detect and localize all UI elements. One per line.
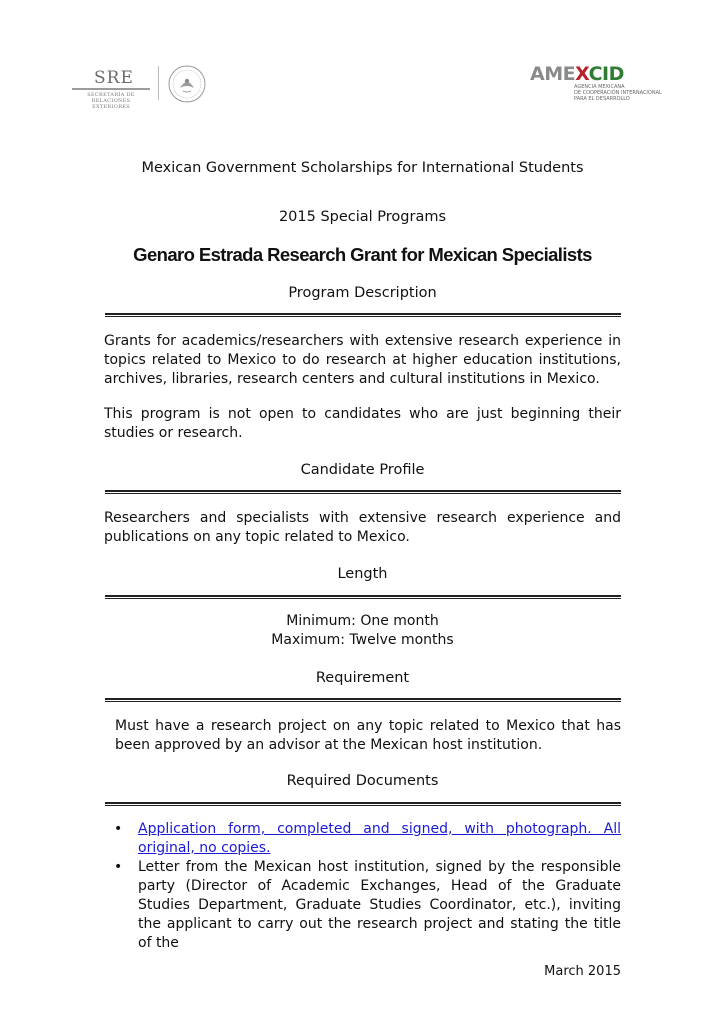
list-item xyxy=(114,858,621,953)
footer-date: March 2015 xyxy=(544,964,621,979)
amexcid-logo-subtitle xyxy=(574,84,662,102)
section-divider xyxy=(105,802,621,806)
section-divider xyxy=(105,595,621,599)
sre-logo-subtitle xyxy=(72,92,150,110)
bullet-icon: • xyxy=(114,821,123,837)
description-note-paragraph: This program is not open to candidates who are just beginning their studies or research. xyxy=(104,406,621,441)
program-title: Genaro Estrada Research Grant for Mexican Specialists xyxy=(133,244,592,265)
sre-logo-rule xyxy=(72,88,150,90)
requirement-paragraph: Must have a research project on any topic related to Mexico that has been approved by an advisor at the Mexican host institution. xyxy=(115,718,621,753)
section-heading-length: Length xyxy=(337,566,388,582)
amexcid-logo-part3: CID xyxy=(588,63,624,85)
amexcid-subtitle-line2: DE COOPERACIÓN INTERNACIONAL xyxy=(574,90,662,96)
sre-logo-subtitle-line1: SECRETARÍA DE xyxy=(87,92,135,98)
amexcid-logo-word xyxy=(530,63,624,85)
documents-list xyxy=(114,820,621,953)
profile-paragraph: Researchers and specialists with extensive research experience and publications on any topic related to Mexico. xyxy=(104,510,621,545)
section-heading-description: Program Description xyxy=(288,285,437,301)
sre-logo-subtitle-line2: RELACIONES EXTERIORES xyxy=(91,98,131,110)
document-subtitle-year: 2015 Special Programs xyxy=(278,209,447,225)
document-title: Mexican Government Scholarships for International Students xyxy=(141,160,584,176)
list-item-text: Letter from the Mexican host institution, signed by the responsible party (Director of Academic Exchanges, Head of the Graduate Studies Department, Graduate Studies Coordinator, etc.), inviting the applicant to carry out the research project and stating the title of the xyxy=(138,859,621,951)
description-paragraph: Grants for academics/researchers with extensive research experience in topics related to Mexico to do research at higher education institutions, archives, libraries, research centers and cultural institutions in Mexico. xyxy=(104,333,621,387)
sre-logo-text: SRE xyxy=(94,68,134,88)
section-divider xyxy=(105,313,621,317)
application-form-link[interactable]: Application form, completed and signed, with photograph. All original, no copies. xyxy=(138,821,621,856)
amexcid-subtitle-line1: AGENCIA MEXICANA xyxy=(574,84,625,90)
length-minimum: Minimum: One month xyxy=(286,613,439,629)
bullet-icon: • xyxy=(114,859,123,875)
section-divider xyxy=(105,490,621,494)
amexcid-logo-part2: X xyxy=(575,63,589,85)
section-heading-documents: Required Documents xyxy=(286,773,439,789)
list-item xyxy=(114,820,621,858)
mexico-seal-icon xyxy=(167,64,207,104)
amexcid-logo-part1: AME xyxy=(530,63,576,85)
amexcid-subtitle-line3: PARA EL DESARROLLO xyxy=(574,96,630,102)
section-heading-profile: Candidate Profile xyxy=(300,462,425,478)
section-heading-requirement: Requirement xyxy=(315,670,410,686)
logo-separator xyxy=(158,66,159,100)
section-divider xyxy=(105,698,621,702)
length-maximum: Maximum: Twelve months xyxy=(271,632,454,648)
